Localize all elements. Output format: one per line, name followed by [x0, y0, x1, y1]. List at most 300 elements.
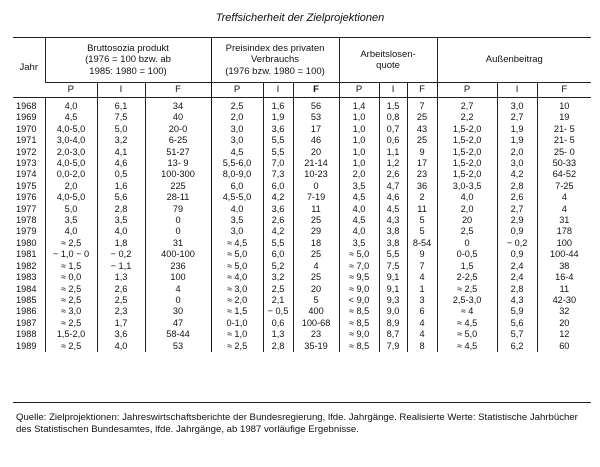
cell-gnp-i: 5,0 — [97, 124, 145, 135]
cell-ext-i: 5,7 — [497, 329, 537, 340]
table-row — [13, 169, 591, 180]
cell-price-p: ≈ 1,0 — [211, 329, 263, 340]
cell-ext-f: 10 — [537, 98, 591, 113]
subcol-f: F — [145, 83, 211, 98]
cell-gnp-p: 4,0-5,0 — [45, 192, 97, 203]
cell-year: 1984 — [16, 283, 37, 294]
cell-gnp-p: ≈ 2,5 — [45, 318, 97, 329]
cell-gnp-p: 4,0-5,0 — [45, 124, 97, 135]
cell-gnp-f: 51-27 — [145, 147, 211, 158]
cell-gnp-i: 2,3 — [97, 306, 145, 317]
cell-ext-i: 4,3 — [497, 295, 537, 306]
price-index-header: Preisindex des privaten Verbrauchs (1976 bzw. 1980 = 100) — [211, 38, 339, 83]
cell-gnp-p: ≈ 2,5 — [45, 341, 97, 352]
cell-price-p: ≈ 4,5 — [211, 238, 263, 249]
cell-ext-i: 6,2 — [497, 341, 537, 352]
cell-unemp-f: 25 — [407, 135, 437, 146]
cell-price-p: 5,5-6,0 — [211, 158, 263, 169]
cell-gnp-p: 0,0-2,0 — [45, 169, 97, 180]
cell-year: 1989 — [16, 340, 37, 351]
table-title: Treffsicherheit der Zielprojektionen — [215, 12, 385, 24]
cell-ext-i: 5,6 — [497, 318, 537, 329]
cell-unemp-p: 3,5 — [339, 181, 379, 192]
cell-gnp-i: 1,7 — [97, 318, 145, 329]
subcol-f: F — [407, 83, 437, 98]
cell-unemp-p: ≈ 9,0 — [339, 329, 379, 340]
cell-gnp-f: 31 — [145, 238, 211, 249]
cell-year: 1976 — [16, 192, 37, 203]
cell-year: 1987 — [16, 317, 37, 328]
subcol-f: F — [537, 83, 591, 98]
cell-unemp-i: 1,2 — [379, 158, 407, 169]
cell-gnp-f: 28-11 — [145, 192, 211, 203]
cell-unemp-f: 9 — [407, 249, 437, 260]
cell-gnp-i: 2,5 — [97, 295, 145, 306]
cell-gnp-p: ≈ 0,0 — [45, 272, 97, 283]
cell-ext-p: 2,5-3,0 — [437, 295, 497, 306]
cell-price-i: 2,8 — [263, 341, 293, 352]
cell-year: 1983 — [16, 272, 37, 283]
cell-ext-p: ≈ 4,5 — [437, 341, 497, 352]
cell-ext-i: 0,9 — [497, 249, 537, 260]
cell-unemp-f: 25 — [407, 112, 437, 123]
subcol-f: F — [293, 83, 339, 98]
cell-ext-p: 2,0 — [437, 204, 497, 215]
cell-ext-i: 2,7 — [497, 112, 537, 123]
cell-year: 1970 — [16, 123, 37, 134]
subcol-p: P — [339, 83, 379, 98]
table-row — [13, 181, 591, 192]
cell-ext-p: 1,5 — [437, 261, 497, 272]
cell-gnp-f: 53 — [145, 341, 211, 352]
table-row — [13, 147, 591, 158]
cell-gnp-f: 100 — [145, 272, 211, 283]
cell-price-p: 3,0 — [211, 124, 263, 135]
table-row — [13, 249, 591, 260]
table-row — [13, 238, 591, 249]
cell-ext-f: 38 — [537, 261, 591, 272]
cell-gnp-i: 4,1 — [97, 147, 145, 158]
cell-price-p: 0-1,0 — [211, 318, 263, 329]
cell-gnp-f: 100-300 — [145, 169, 211, 180]
cell-unemp-p: ≈ 9,5 — [339, 272, 379, 283]
cell-gnp-f: 236 — [145, 261, 211, 272]
cell-unemp-i: 9,1 — [379, 284, 407, 295]
cell-year: 1977 — [16, 203, 37, 214]
table-bottom-rule — [13, 402, 591, 403]
cell-unemp-p: 1,0 — [339, 112, 379, 123]
cell-unemp-f: 7 — [407, 98, 437, 113]
cell-ext-p: 20 — [437, 215, 497, 226]
table-row — [13, 295, 591, 306]
cell-unemp-i: 2,6 — [379, 169, 407, 180]
cell-price-p: 4,5 — [211, 147, 263, 158]
cell-ext-f: 19 — [537, 112, 591, 123]
cell-gnp-p: 3,0-4,0 — [45, 135, 97, 146]
cell-gnp-p: 2,0 — [45, 181, 97, 192]
cell-gnp-i: 3,2 — [97, 135, 145, 146]
cell-price-f: 4 — [293, 261, 339, 272]
external-balance-header: Außenbeitrag — [437, 38, 591, 83]
cell-price-p: ≈ 2,5 — [211, 341, 263, 352]
cell-price-f: 56 — [293, 98, 339, 113]
unemployment-header: Arbeitslosen- quote — [339, 38, 437, 83]
cell-year: 1975 — [16, 180, 37, 191]
cell-ext-f: 16-4 — [537, 272, 591, 283]
cell-price-p: ≈ 2,0 — [211, 295, 263, 306]
cell-gnp-i: 5,6 — [97, 192, 145, 203]
cell-unemp-i: 1,5 — [379, 98, 407, 113]
cell-ext-f: 25- 0 — [537, 147, 591, 158]
cell-unemp-f: 1 — [407, 284, 437, 295]
cell-gnp-i: 3,5 — [97, 215, 145, 226]
cell-price-p: 8,0-9,0 — [211, 169, 263, 180]
cell-unemp-p: 4,5 — [339, 192, 379, 203]
cell-unemp-f: 4 — [407, 329, 437, 340]
cell-gnp-p: 4,5 — [45, 112, 97, 123]
cell-price-f: 10-23 — [293, 169, 339, 180]
cell-gnp-p: 4,0 — [45, 226, 97, 237]
cell-price-i: 6,0 — [263, 249, 293, 260]
cell-unemp-i: 9,1 — [379, 272, 407, 283]
cell-ext-i: 2,8 — [497, 181, 537, 192]
table-row — [13, 272, 591, 283]
cell-price-f: 25 — [293, 272, 339, 283]
cell-gnp-p: ≈ 1,5 — [45, 261, 97, 272]
cell-gnp-i: 4,0 — [97, 341, 145, 352]
cell-ext-f: 100 — [537, 238, 591, 249]
cell-unemp-p: ≈ 8,5 — [339, 306, 379, 317]
cell-unemp-f: 17 — [407, 158, 437, 169]
cell-price-f: 21-14 — [293, 158, 339, 169]
cell-unemp-f: 7 — [407, 261, 437, 272]
cell-unemp-p: 1,0 — [339, 124, 379, 135]
cell-gnp-i: 2,8 — [97, 204, 145, 215]
cell-ext-i: 2,6 — [497, 192, 537, 203]
cell-unemp-f: 43 — [407, 124, 437, 135]
cell-price-f: 20 — [293, 147, 339, 158]
cell-gnp-p: 3,5 — [45, 215, 97, 226]
cell-ext-f: 20 — [537, 318, 591, 329]
cell-gnp-f: 47 — [145, 318, 211, 329]
cell-unemp-p: 4,0 — [339, 204, 379, 215]
cell-unemp-f: 11 — [407, 204, 437, 215]
cell-ext-p: ≈ 4,5 — [437, 318, 497, 329]
cell-ext-f: 64-52 — [537, 169, 591, 180]
cell-ext-i: − 0,2 — [497, 238, 537, 249]
cell-unemp-f: 6 — [407, 306, 437, 317]
cell-unemp-i: 1,1 — [379, 147, 407, 158]
cell-ext-i: 2,0 — [497, 147, 537, 158]
cell-unemp-p: 1,0 — [339, 147, 379, 158]
subcol-i: I — [497, 83, 537, 98]
cell-ext-f: 21- 5 — [537, 135, 591, 146]
cell-gnp-i: − 0,2 — [97, 249, 145, 260]
cell-price-f: 17 — [293, 124, 339, 135]
cell-price-p: 3,0 — [211, 226, 263, 237]
cell-ext-f: 100-44 — [537, 249, 591, 260]
cell-unemp-p: 1,0 — [339, 158, 379, 169]
cell-year: 1979 — [16, 226, 37, 237]
cell-price-i: 4,2 — [263, 192, 293, 203]
cell-gnp-p: ≈ 2,5 — [45, 284, 97, 295]
cell-unemp-f: 36 — [407, 181, 437, 192]
table-row — [13, 284, 591, 295]
cell-unemp-p: ≈ 7,0 — [339, 261, 379, 272]
cell-price-i: 3,2 — [263, 272, 293, 283]
table-row — [13, 192, 591, 203]
cell-gnp-p: 2,0-3,0 — [45, 147, 97, 158]
cell-ext-f: 12 — [537, 329, 591, 340]
cell-ext-p: 1,5-2,0 — [437, 135, 497, 146]
cell-price-p: 4,5-5,0 — [211, 192, 263, 203]
cell-ext-i: 5,9 — [497, 306, 537, 317]
cell-unemp-p: 3,5 — [339, 238, 379, 249]
cell-year: 1981 — [16, 249, 37, 260]
cell-ext-i: 3,0 — [497, 158, 537, 169]
cell-price-f: 400 — [293, 306, 339, 317]
cell-year: 1968 — [16, 101, 37, 111]
cell-gnp-p: 5,0 — [45, 204, 97, 215]
cell-gnp-p: ≈ 2,5 — [45, 238, 97, 249]
cell-year: 1985 — [16, 294, 37, 305]
cell-unemp-i: 3,8 — [379, 226, 407, 237]
cell-year: 1986 — [16, 306, 37, 317]
cell-price-f: 11 — [293, 204, 339, 215]
cell-price-p: 2,5 — [211, 98, 263, 113]
cell-price-f: 23 — [293, 329, 339, 340]
cell-price-f: 46 — [293, 135, 339, 146]
cell-gnp-p: 4,0-5,0 — [45, 158, 97, 169]
table-row — [13, 318, 591, 329]
cell-price-p: 3,0 — [211, 135, 263, 146]
cell-ext-i: 0,9 — [497, 226, 537, 237]
cell-unemp-p: 1,4 — [339, 98, 379, 113]
cell-gnp-f: 30 — [145, 306, 211, 317]
cell-ext-p: ≈ 4 — [437, 306, 497, 317]
table-row — [13, 98, 591, 113]
cell-price-i: 1,9 — [263, 112, 293, 123]
cell-price-p: 6,0 — [211, 181, 263, 192]
cell-price-f: 18 — [293, 238, 339, 249]
cell-unemp-f: 4 — [407, 272, 437, 283]
cell-gnp-f: 400-100 — [145, 249, 211, 260]
cell-ext-f: 178 — [537, 226, 591, 237]
cell-price-p: ≈ 3,0 — [211, 284, 263, 295]
cell-price-i: 5,5 — [263, 238, 293, 249]
cell-unemp-p: 1,0 — [339, 135, 379, 146]
cell-price-f: 29 — [293, 226, 339, 237]
cell-unemp-f: 2 — [407, 192, 437, 203]
cell-price-i: 5,5 — [263, 135, 293, 146]
cell-ext-i: 4,2 — [497, 169, 537, 180]
cell-gnp-f: 79 — [145, 204, 211, 215]
cell-year: 1974 — [16, 169, 37, 180]
cell-price-i: 5,5 — [263, 147, 293, 158]
cell-gnp-p: ≈ 2,5 — [45, 295, 97, 306]
cell-price-i: 2,5 — [263, 284, 293, 295]
cell-ext-p: 0 — [437, 238, 497, 249]
cell-ext-f: 11 — [537, 284, 591, 295]
cell-unemp-i: 4,7 — [379, 181, 407, 192]
cell-gnp-i: 6,1 — [97, 98, 145, 113]
table-row — [13, 204, 591, 215]
cell-unemp-p: < 9,0 — [339, 295, 379, 306]
cell-unemp-i: 3,8 — [379, 238, 407, 249]
cell-gnp-f: 0 — [145, 295, 211, 306]
cell-ext-i: 2,4 — [497, 272, 537, 283]
cell-unemp-f: 5 — [407, 215, 437, 226]
table-row — [13, 112, 591, 123]
cell-ext-p: 4,0 — [437, 192, 497, 203]
cell-ext-i: 2,4 — [497, 261, 537, 272]
cell-ext-i: 2,9 — [497, 215, 537, 226]
cell-ext-p: 1,5-2,0 — [437, 147, 497, 158]
table-row — [13, 226, 591, 237]
cell-ext-p: ≈ 2,5 — [437, 284, 497, 295]
cell-year: 1982 — [16, 260, 37, 271]
cell-year: 1980 — [16, 237, 37, 248]
cell-ext-p: 2,2 — [437, 112, 497, 123]
cell-year: 1969 — [16, 112, 37, 123]
cell-ext-f: 4 — [537, 192, 591, 203]
cell-price-f: 100-68 — [293, 318, 339, 329]
cell-gnp-i: 0,5 — [97, 169, 145, 180]
cell-unemp-i: 4,6 — [379, 192, 407, 203]
cell-unemp-p: ≈ 5,0 — [339, 249, 379, 260]
subcol-i: I — [97, 83, 145, 98]
cell-gnp-i: 1,3 — [97, 272, 145, 283]
cell-price-i: 1,3 — [263, 329, 293, 340]
cell-unemp-p: ≈ 8,5 — [339, 341, 379, 352]
table-row — [13, 215, 591, 226]
cell-unemp-i: 0,6 — [379, 135, 407, 146]
cell-ext-f: 4 — [537, 204, 591, 215]
cell-unemp-i: 7,9 — [379, 341, 407, 352]
cell-gnp-f: 13- 9 — [145, 158, 211, 169]
table-row — [13, 124, 591, 135]
cell-unemp-f: 8 — [407, 341, 437, 352]
cell-unemp-f: 5 — [407, 226, 437, 237]
cell-unemp-i: 8,7 — [379, 329, 407, 340]
table-row — [13, 306, 591, 317]
cell-ext-p: 2,5 — [437, 226, 497, 237]
cell-price-i: 0,6 — [263, 318, 293, 329]
cell-ext-i: 1,9 — [497, 135, 537, 146]
table-row — [13, 135, 591, 146]
cell-gnp-f: 58-44 — [145, 329, 211, 340]
cell-gnp-f: 40 — [145, 112, 211, 123]
cell-unemp-f: 3 — [407, 295, 437, 306]
cell-gnp-p: − 1,0 − 0 — [45, 249, 97, 260]
cell-price-p: ≈ 4,0 — [211, 272, 263, 283]
cell-price-i: 7,0 — [263, 158, 293, 169]
cell-year: 1971 — [16, 135, 37, 146]
cell-unemp-p: ≈ 8,5 — [339, 318, 379, 329]
cell-unemp-f: 8-54 — [407, 238, 437, 249]
cell-ext-f: 42-30 — [537, 295, 591, 306]
cell-gnp-i: 1,8 — [97, 238, 145, 249]
cell-gnp-p: 4,0 — [45, 98, 97, 113]
cell-price-p: 3,5 — [211, 215, 263, 226]
cell-year: 1973 — [16, 158, 37, 169]
cell-unemp-i: 0,7 — [379, 124, 407, 135]
cell-unemp-f: 9 — [407, 147, 437, 158]
cell-gnp-i: 7,5 — [97, 112, 145, 123]
source-note: Quelle: Zielprojektionen: Jahreswirtschaftsberichte der Bundesregierung, lfde. Jahrgänge. Realisierte Werte: Statistische Jahrbücher des Statistischen Bundesamtes, lfde. Jahrgänge, ab 1987 vorläufige Ergebnisse. — [16, 412, 578, 435]
cell-price-i: 1,6 — [263, 98, 293, 113]
subcol-p: P — [211, 83, 263, 98]
cell-ext-f: 31 — [537, 215, 591, 226]
cell-year: 1972 — [16, 146, 37, 157]
cell-ext-i: 3,0 — [497, 98, 537, 113]
cell-price-p: ≈ 1,5 — [211, 306, 263, 317]
cell-unemp-p: 4,5 — [339, 215, 379, 226]
cell-unemp-f: 4 — [407, 318, 437, 329]
cell-gnp-i: 4,0 — [97, 226, 145, 237]
cell-gnp-i: − 1,1 — [97, 261, 145, 272]
subcol-i: I — [379, 83, 407, 98]
cell-gnp-p: ≈ 3,0 — [45, 306, 97, 317]
cell-price-i: 2,1 — [263, 295, 293, 306]
cell-ext-f: 50-33 — [537, 158, 591, 169]
cell-year: 1978 — [16, 215, 37, 226]
cell-ext-p: 1,5-2,0 — [437, 169, 497, 180]
cell-price-f: 25 — [293, 215, 339, 226]
cell-gnp-f: 4 — [145, 284, 211, 295]
cell-ext-p: 0-0,5 — [437, 249, 497, 260]
cell-price-p: 2,0 — [211, 112, 263, 123]
cell-ext-f: 7-25 — [537, 181, 591, 192]
cell-gnp-f: 20-0 — [145, 124, 211, 135]
cell-gnp-p: 1,5-2,0 — [45, 329, 97, 340]
cell-price-f: 20 — [293, 284, 339, 295]
cell-unemp-p: ≈ 9,0 — [339, 284, 379, 295]
cell-price-f: 25 — [293, 249, 339, 260]
cell-unemp-i: 9,0 — [379, 306, 407, 317]
cell-gnp-f: 6-25 — [145, 135, 211, 146]
cell-price-i: 6,0 — [263, 181, 293, 192]
cell-unemp-i: 7,5 — [379, 261, 407, 272]
cell-ext-i: 2,7 — [497, 204, 537, 215]
cell-ext-p: 2-2,5 — [437, 272, 497, 283]
cell-price-i: 7,3 — [263, 169, 293, 180]
cell-unemp-i: 8,9 — [379, 318, 407, 329]
cell-gnp-i: 3,6 — [97, 329, 145, 340]
cell-gnp-i: 4,6 — [97, 158, 145, 169]
cell-gnp-f: 225 — [145, 181, 211, 192]
cell-unemp-i: 5,5 — [379, 249, 407, 260]
cell-price-f: 7-19 — [293, 192, 339, 203]
subcol-i: I — [263, 83, 293, 98]
cell-gnp-f: 0 — [145, 226, 211, 237]
cell-ext-p: 1,5-2,0 — [437, 158, 497, 169]
table-row — [13, 341, 591, 352]
cell-price-i: 5,2 — [263, 261, 293, 272]
cell-price-f: 35-19 — [293, 341, 339, 352]
subcol-p: P — [45, 83, 97, 98]
cell-unemp-i: 4,3 — [379, 215, 407, 226]
cell-ext-p: 3,0-3,5 — [437, 181, 497, 192]
cell-price-i: 3,6 — [263, 124, 293, 135]
cell-price-f: 0 — [293, 181, 339, 192]
cell-unemp-p: 2,0 — [339, 169, 379, 180]
cell-gnp-i: 2,6 — [97, 284, 145, 295]
cell-ext-f: 60 — [537, 341, 591, 352]
cell-price-p: 4,0 — [211, 204, 263, 215]
gnp-header: Bruttosozia produkt (1976 = 100 bzw. ab 1985: 1980 = 100) — [45, 38, 211, 83]
cell-ext-f: 32 — [537, 306, 591, 317]
